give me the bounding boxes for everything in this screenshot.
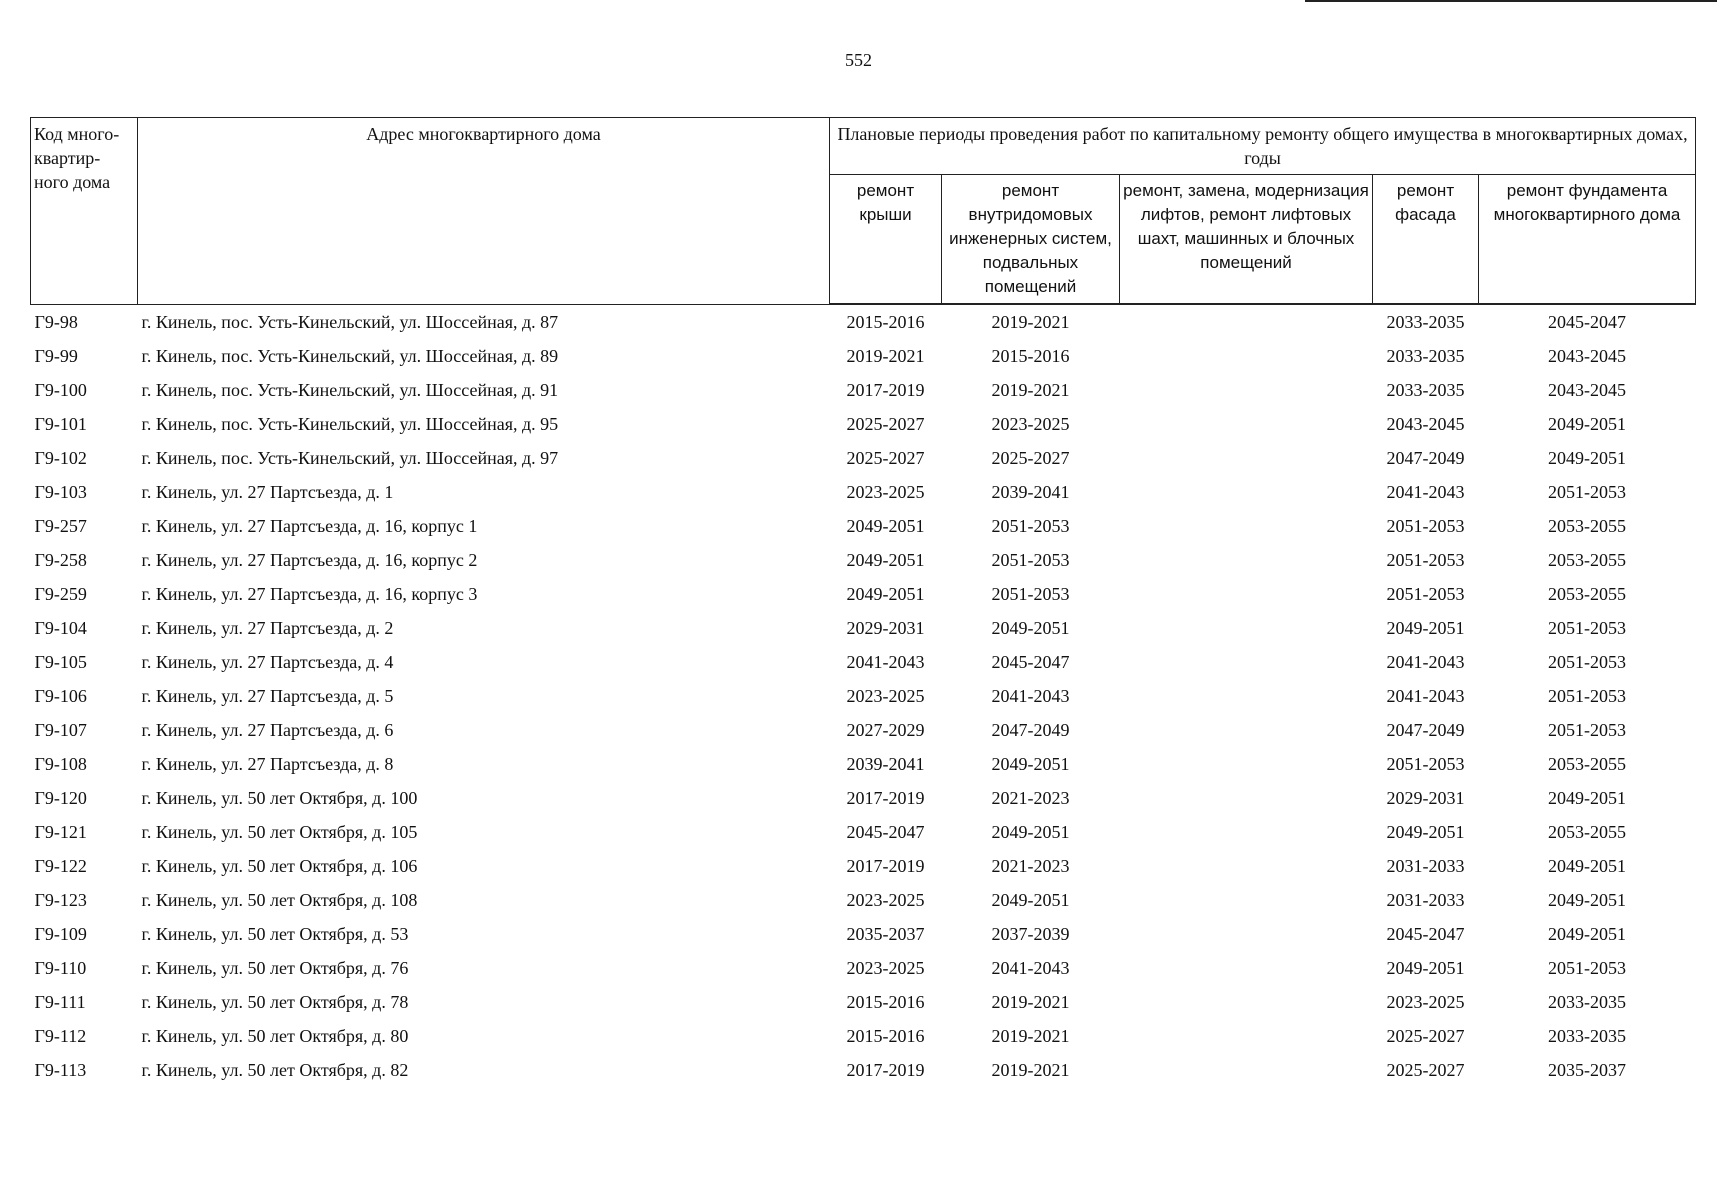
lifts-period bbox=[1120, 883, 1373, 917]
foundation-period: 2049-2051 bbox=[1548, 414, 1627, 434]
house-code: Г9-123 bbox=[34, 890, 87, 910]
house-address: г. Кинель, ул. 27 Партсъезда, д. 4 bbox=[141, 652, 394, 672]
table-row bbox=[31, 679, 1696, 713]
systems-period: 2019-2021 bbox=[991, 992, 1070, 1012]
foundation-period: 2053-2055 bbox=[1548, 754, 1627, 774]
table-row bbox=[31, 407, 1696, 441]
foundation-period: 2051-2053 bbox=[1548, 958, 1627, 978]
house-address: г. Кинель, ул. 50 лет Октября, д. 76 bbox=[141, 958, 409, 978]
foundation-period: 2051-2053 bbox=[1548, 652, 1627, 672]
facade-period: 2041-2043 bbox=[1386, 482, 1465, 502]
foundation-period: 2053-2055 bbox=[1548, 822, 1627, 842]
table-row bbox=[31, 645, 1696, 679]
header-address: Адрес многоквартирного дома bbox=[138, 118, 830, 305]
roof-period: 2015-2016 bbox=[846, 992, 925, 1012]
table-row bbox=[31, 611, 1696, 645]
roof-period: 2023-2025 bbox=[846, 890, 925, 910]
roof-period: 2029-2031 bbox=[846, 618, 925, 638]
foundation-period: 2051-2053 bbox=[1548, 618, 1627, 638]
header-planned-periods: Плановые периоды проведения работ по капитальному ремонту общего имущества в многоквартирных домах, годы bbox=[830, 118, 1696, 175]
systems-period: 2049-2051 bbox=[991, 822, 1070, 842]
table-row bbox=[31, 815, 1696, 849]
lifts-period bbox=[1120, 441, 1373, 475]
foundation-period: 2053-2055 bbox=[1548, 550, 1627, 570]
house-code: Г9-105 bbox=[34, 652, 87, 672]
house-code: Г9-107 bbox=[34, 720, 87, 740]
house-code: Г9-98 bbox=[34, 311, 78, 332]
house-address: г. Кинель, ул. 50 лет Октября, д. 105 bbox=[141, 822, 418, 842]
foundation-period: 2049-2051 bbox=[1548, 924, 1627, 944]
facade-period: 2041-2043 bbox=[1386, 652, 1465, 672]
lifts-period bbox=[1120, 407, 1373, 441]
roof-period: 2015-2016 bbox=[846, 312, 925, 332]
table-row bbox=[31, 1053, 1696, 1087]
table-row bbox=[31, 781, 1696, 815]
lifts-period bbox=[1120, 917, 1373, 951]
house-address: г. Кинель, пос. Усть-Кинельский, ул. Шоссейная, д. 95 bbox=[141, 414, 559, 434]
facade-period: 2025-2027 bbox=[1386, 1026, 1465, 1046]
roof-period: 2041-2043 bbox=[846, 652, 925, 672]
house-address: г. Кинель, пос. Усть-Кинельский, ул. Шоссейная, д. 91 bbox=[141, 380, 559, 400]
lifts-period bbox=[1120, 679, 1373, 713]
header-code: Код много-квартир-ного дома bbox=[31, 118, 138, 305]
house-address: г. Кинель, ул. 27 Партсъезда, д. 5 bbox=[141, 686, 394, 706]
header-lifts: ремонт, замена, модернизация лифтов, ремонт лифтовых шахт, машинных и блочных помещений bbox=[1120, 175, 1373, 305]
facade-period: 2051-2053 bbox=[1386, 516, 1465, 536]
foundation-period: 2049-2051 bbox=[1548, 448, 1627, 468]
house-address: г. Кинель, ул. 50 лет Октября, д. 100 bbox=[141, 788, 418, 808]
roof-period: 2017-2019 bbox=[846, 1060, 925, 1080]
house-code: Г9-110 bbox=[34, 958, 87, 978]
systems-period: 2019-2021 bbox=[991, 312, 1070, 332]
roof-period: 2023-2025 bbox=[846, 686, 925, 706]
roof-period: 2017-2019 bbox=[846, 788, 925, 808]
table-row bbox=[31, 1019, 1696, 1053]
roof-period: 2017-2019 bbox=[846, 380, 925, 400]
table-row bbox=[31, 577, 1696, 611]
foundation-period: 2045-2047 bbox=[1548, 312, 1627, 332]
house-address: г. Кинель, ул. 50 лет Октября, д. 82 bbox=[141, 1060, 409, 1080]
house-address: г. Кинель, ул. 50 лет Октября, д. 106 bbox=[141, 856, 418, 876]
facade-period: 2045-2047 bbox=[1386, 924, 1465, 944]
house-address: г. Кинель, ул. 50 лет Октября, д. 108 bbox=[141, 890, 418, 910]
facade-period: 2031-2033 bbox=[1386, 890, 1465, 910]
facade-period: 2051-2053 bbox=[1386, 584, 1465, 604]
foundation-period: 2049-2051 bbox=[1548, 890, 1627, 910]
roof-period: 2027-2029 bbox=[846, 720, 925, 740]
table-body bbox=[31, 304, 1696, 1087]
roof-period: 2023-2025 bbox=[846, 482, 925, 502]
roof-period: 2025-2027 bbox=[846, 448, 925, 468]
house-address: г. Кинель, ул. 50 лет Октября, д. 53 bbox=[141, 924, 409, 944]
table-row bbox=[31, 985, 1696, 1019]
lifts-period bbox=[1120, 849, 1373, 883]
table-row bbox=[31, 509, 1696, 543]
house-address: г. Кинель, пос. Усть-Кинельский, ул. Шоссейная, д. 89 bbox=[141, 346, 559, 366]
systems-period: 2019-2021 bbox=[991, 1026, 1070, 1046]
foundation-period: 2049-2051 bbox=[1548, 788, 1627, 808]
systems-period: 2051-2053 bbox=[991, 516, 1070, 536]
foundation-period: 2053-2055 bbox=[1548, 584, 1627, 604]
facade-period: 2043-2045 bbox=[1386, 414, 1465, 434]
facade-period: 2031-2033 bbox=[1386, 856, 1465, 876]
house-address: г. Кинель, ул. 27 Партсъезда, д. 6 bbox=[141, 720, 394, 740]
systems-period: 2021-2023 bbox=[991, 856, 1070, 876]
foundation-period: 2043-2045 bbox=[1548, 380, 1627, 400]
house-address: г. Кинель, ул. 27 Партсъезда, д. 1 bbox=[141, 482, 394, 502]
house-address: г. Кинель, ул. 27 Партсъезда, д. 16, корпус 1 bbox=[141, 516, 478, 536]
systems-period: 2041-2043 bbox=[991, 958, 1070, 978]
facade-period: 2033-2035 bbox=[1386, 380, 1465, 400]
lifts-period bbox=[1120, 815, 1373, 849]
house-code: Г9-101 bbox=[34, 414, 87, 434]
lifts-period bbox=[1120, 509, 1373, 543]
header-roof: ремонт крыши bbox=[830, 175, 942, 305]
foundation-period: 2033-2035 bbox=[1548, 992, 1627, 1012]
systems-period: 2049-2051 bbox=[991, 618, 1070, 638]
systems-period: 2019-2021 bbox=[991, 380, 1070, 400]
foundation-period: 2051-2053 bbox=[1548, 482, 1627, 502]
house-code: Г9-104 bbox=[34, 618, 87, 638]
lifts-period bbox=[1120, 1053, 1373, 1087]
house-code: Г9-100 bbox=[34, 380, 87, 400]
house-code: Г9-109 bbox=[34, 924, 87, 944]
house-address: г. Кинель, ул. 50 лет Октября, д. 78 bbox=[141, 992, 409, 1012]
facade-period: 2049-2051 bbox=[1386, 822, 1465, 842]
house-code: Г9-111 bbox=[34, 992, 86, 1012]
lifts-period bbox=[1120, 645, 1373, 679]
table-row bbox=[31, 373, 1696, 407]
foundation-period: 2051-2053 bbox=[1548, 720, 1627, 740]
lifts-period bbox=[1120, 951, 1373, 985]
lifts-period bbox=[1120, 543, 1373, 577]
roof-period: 2017-2019 bbox=[846, 856, 925, 876]
table-row bbox=[31, 475, 1696, 509]
house-code: Г9-120 bbox=[34, 788, 87, 808]
house-code: Г9-99 bbox=[34, 346, 78, 366]
systems-period: 2051-2053 bbox=[991, 584, 1070, 604]
house-address: г. Кинель, ул. 27 Партсъезда, д. 2 bbox=[141, 618, 394, 638]
systems-period: 2023-2025 bbox=[991, 414, 1070, 434]
top-edge-rule bbox=[1305, 0, 1717, 2]
facade-period: 2033-2035 bbox=[1386, 346, 1465, 366]
house-code: Г9-112 bbox=[34, 1026, 87, 1046]
house-address: г. Кинель, ул. 27 Партсъезда, д. 16, корпус 3 bbox=[141, 584, 478, 604]
table-row bbox=[31, 951, 1696, 985]
capital-repair-plan-table bbox=[30, 117, 1696, 1087]
lifts-period bbox=[1120, 1019, 1373, 1053]
house-address: г. Кинель, ул. 27 Партсъезда, д. 16, корпус 2 bbox=[141, 550, 478, 570]
facade-period: 2047-2049 bbox=[1386, 448, 1465, 468]
roof-period: 2049-2051 bbox=[846, 550, 925, 570]
house-code: Г9-122 bbox=[34, 856, 87, 876]
roof-period: 2049-2051 bbox=[846, 516, 925, 536]
table-row bbox=[31, 713, 1696, 747]
foundation-period: 2033-2035 bbox=[1548, 1026, 1627, 1046]
house-code: Г9-106 bbox=[34, 686, 87, 706]
facade-period: 2041-2043 bbox=[1386, 686, 1465, 706]
roof-period: 2039-2041 bbox=[846, 754, 925, 774]
systems-period: 2015-2016 bbox=[991, 346, 1070, 366]
house-code: Г9-121 bbox=[34, 822, 87, 842]
foundation-period: 2049-2051 bbox=[1548, 856, 1627, 876]
table-row bbox=[31, 441, 1696, 475]
lifts-period bbox=[1120, 475, 1373, 509]
lifts-period bbox=[1120, 577, 1373, 611]
page-number: 552 bbox=[845, 50, 872, 70]
systems-period: 2041-2043 bbox=[991, 686, 1070, 706]
lifts-period bbox=[1120, 781, 1373, 815]
roof-period: 2023-2025 bbox=[846, 958, 925, 978]
systems-period: 2045-2047 bbox=[991, 652, 1070, 672]
systems-period: 2025-2027 bbox=[991, 448, 1070, 468]
house-code: Г9-113 bbox=[34, 1060, 87, 1080]
systems-period: 2051-2053 bbox=[991, 550, 1070, 570]
lifts-period bbox=[1120, 373, 1373, 407]
lifts-period bbox=[1120, 339, 1373, 373]
facade-period: 2023-2025 bbox=[1386, 992, 1465, 1012]
facade-period: 2025-2027 bbox=[1386, 1060, 1465, 1080]
table-row bbox=[31, 883, 1696, 917]
systems-period: 2047-2049 bbox=[991, 720, 1070, 740]
roof-period: 2015-2016 bbox=[846, 1026, 925, 1046]
facade-period: 2051-2053 bbox=[1386, 550, 1465, 570]
systems-period: 2021-2023 bbox=[991, 788, 1070, 808]
foundation-period: 2051-2053 bbox=[1548, 686, 1627, 706]
foundation-period: 2053-2055 bbox=[1548, 516, 1627, 536]
lifts-period bbox=[1120, 304, 1373, 339]
facade-period: 2049-2051 bbox=[1386, 958, 1465, 978]
table-row bbox=[31, 543, 1696, 577]
table-row bbox=[31, 917, 1696, 951]
table-header bbox=[31, 118, 1696, 305]
facade-period: 2029-2031 bbox=[1386, 788, 1465, 808]
roof-period: 2019-2021 bbox=[846, 346, 925, 366]
lifts-period bbox=[1120, 985, 1373, 1019]
roof-period: 2045-2047 bbox=[846, 822, 925, 842]
systems-period: 2039-2041 bbox=[991, 482, 1070, 502]
header-facade: ремонт фасада bbox=[1373, 175, 1479, 305]
house-address: г. Кинель, пос. Усть-Кинельский, ул. Шоссейная, д. 97 bbox=[141, 448, 559, 468]
house-code: Г9-258 bbox=[34, 550, 87, 570]
facade-period: 2033-2035 bbox=[1386, 312, 1465, 332]
house-code: Г9-108 bbox=[34, 754, 87, 774]
house-code: Г9-259 bbox=[34, 584, 87, 604]
house-code: Г9-103 bbox=[34, 482, 87, 502]
header-foundation: ремонт фундамента многоквартирного дома bbox=[1479, 175, 1696, 305]
table-row bbox=[31, 747, 1696, 781]
systems-period: 2049-2051 bbox=[991, 890, 1070, 910]
roof-period: 2035-2037 bbox=[846, 924, 925, 944]
systems-period: 2037-2039 bbox=[991, 924, 1070, 944]
facade-period: 2049-2051 bbox=[1386, 618, 1465, 638]
lifts-period bbox=[1120, 713, 1373, 747]
facade-period: 2051-2053 bbox=[1386, 754, 1465, 774]
facade-period: 2047-2049 bbox=[1386, 720, 1465, 740]
roof-period: 2049-2051 bbox=[846, 584, 925, 604]
header-systems: ремонт внутридомовых инженерных систем, подвальных помещений bbox=[942, 175, 1120, 305]
table-row bbox=[31, 849, 1696, 883]
lifts-period bbox=[1120, 747, 1373, 781]
systems-period: 2019-2021 bbox=[991, 1060, 1070, 1080]
house-code: Г9-257 bbox=[34, 516, 87, 536]
house-address: г. Кинель, ул. 27 Партсъезда, д. 8 bbox=[141, 754, 394, 774]
foundation-period: 2043-2045 bbox=[1548, 346, 1627, 366]
table-row bbox=[31, 339, 1696, 373]
house-code: Г9-102 bbox=[34, 448, 87, 468]
lifts-period bbox=[1120, 611, 1373, 645]
systems-period: 2049-2051 bbox=[991, 754, 1070, 774]
foundation-period: 2035-2037 bbox=[1548, 1060, 1627, 1080]
table-row bbox=[31, 304, 1696, 339]
house-address: г. Кинель, ул. 50 лет Октября, д. 80 bbox=[141, 1026, 409, 1046]
house-address: г. Кинель, пос. Усть-Кинельский, ул. Шоссейная, д. 87 bbox=[141, 311, 559, 332]
roof-period: 2025-2027 bbox=[846, 414, 925, 434]
